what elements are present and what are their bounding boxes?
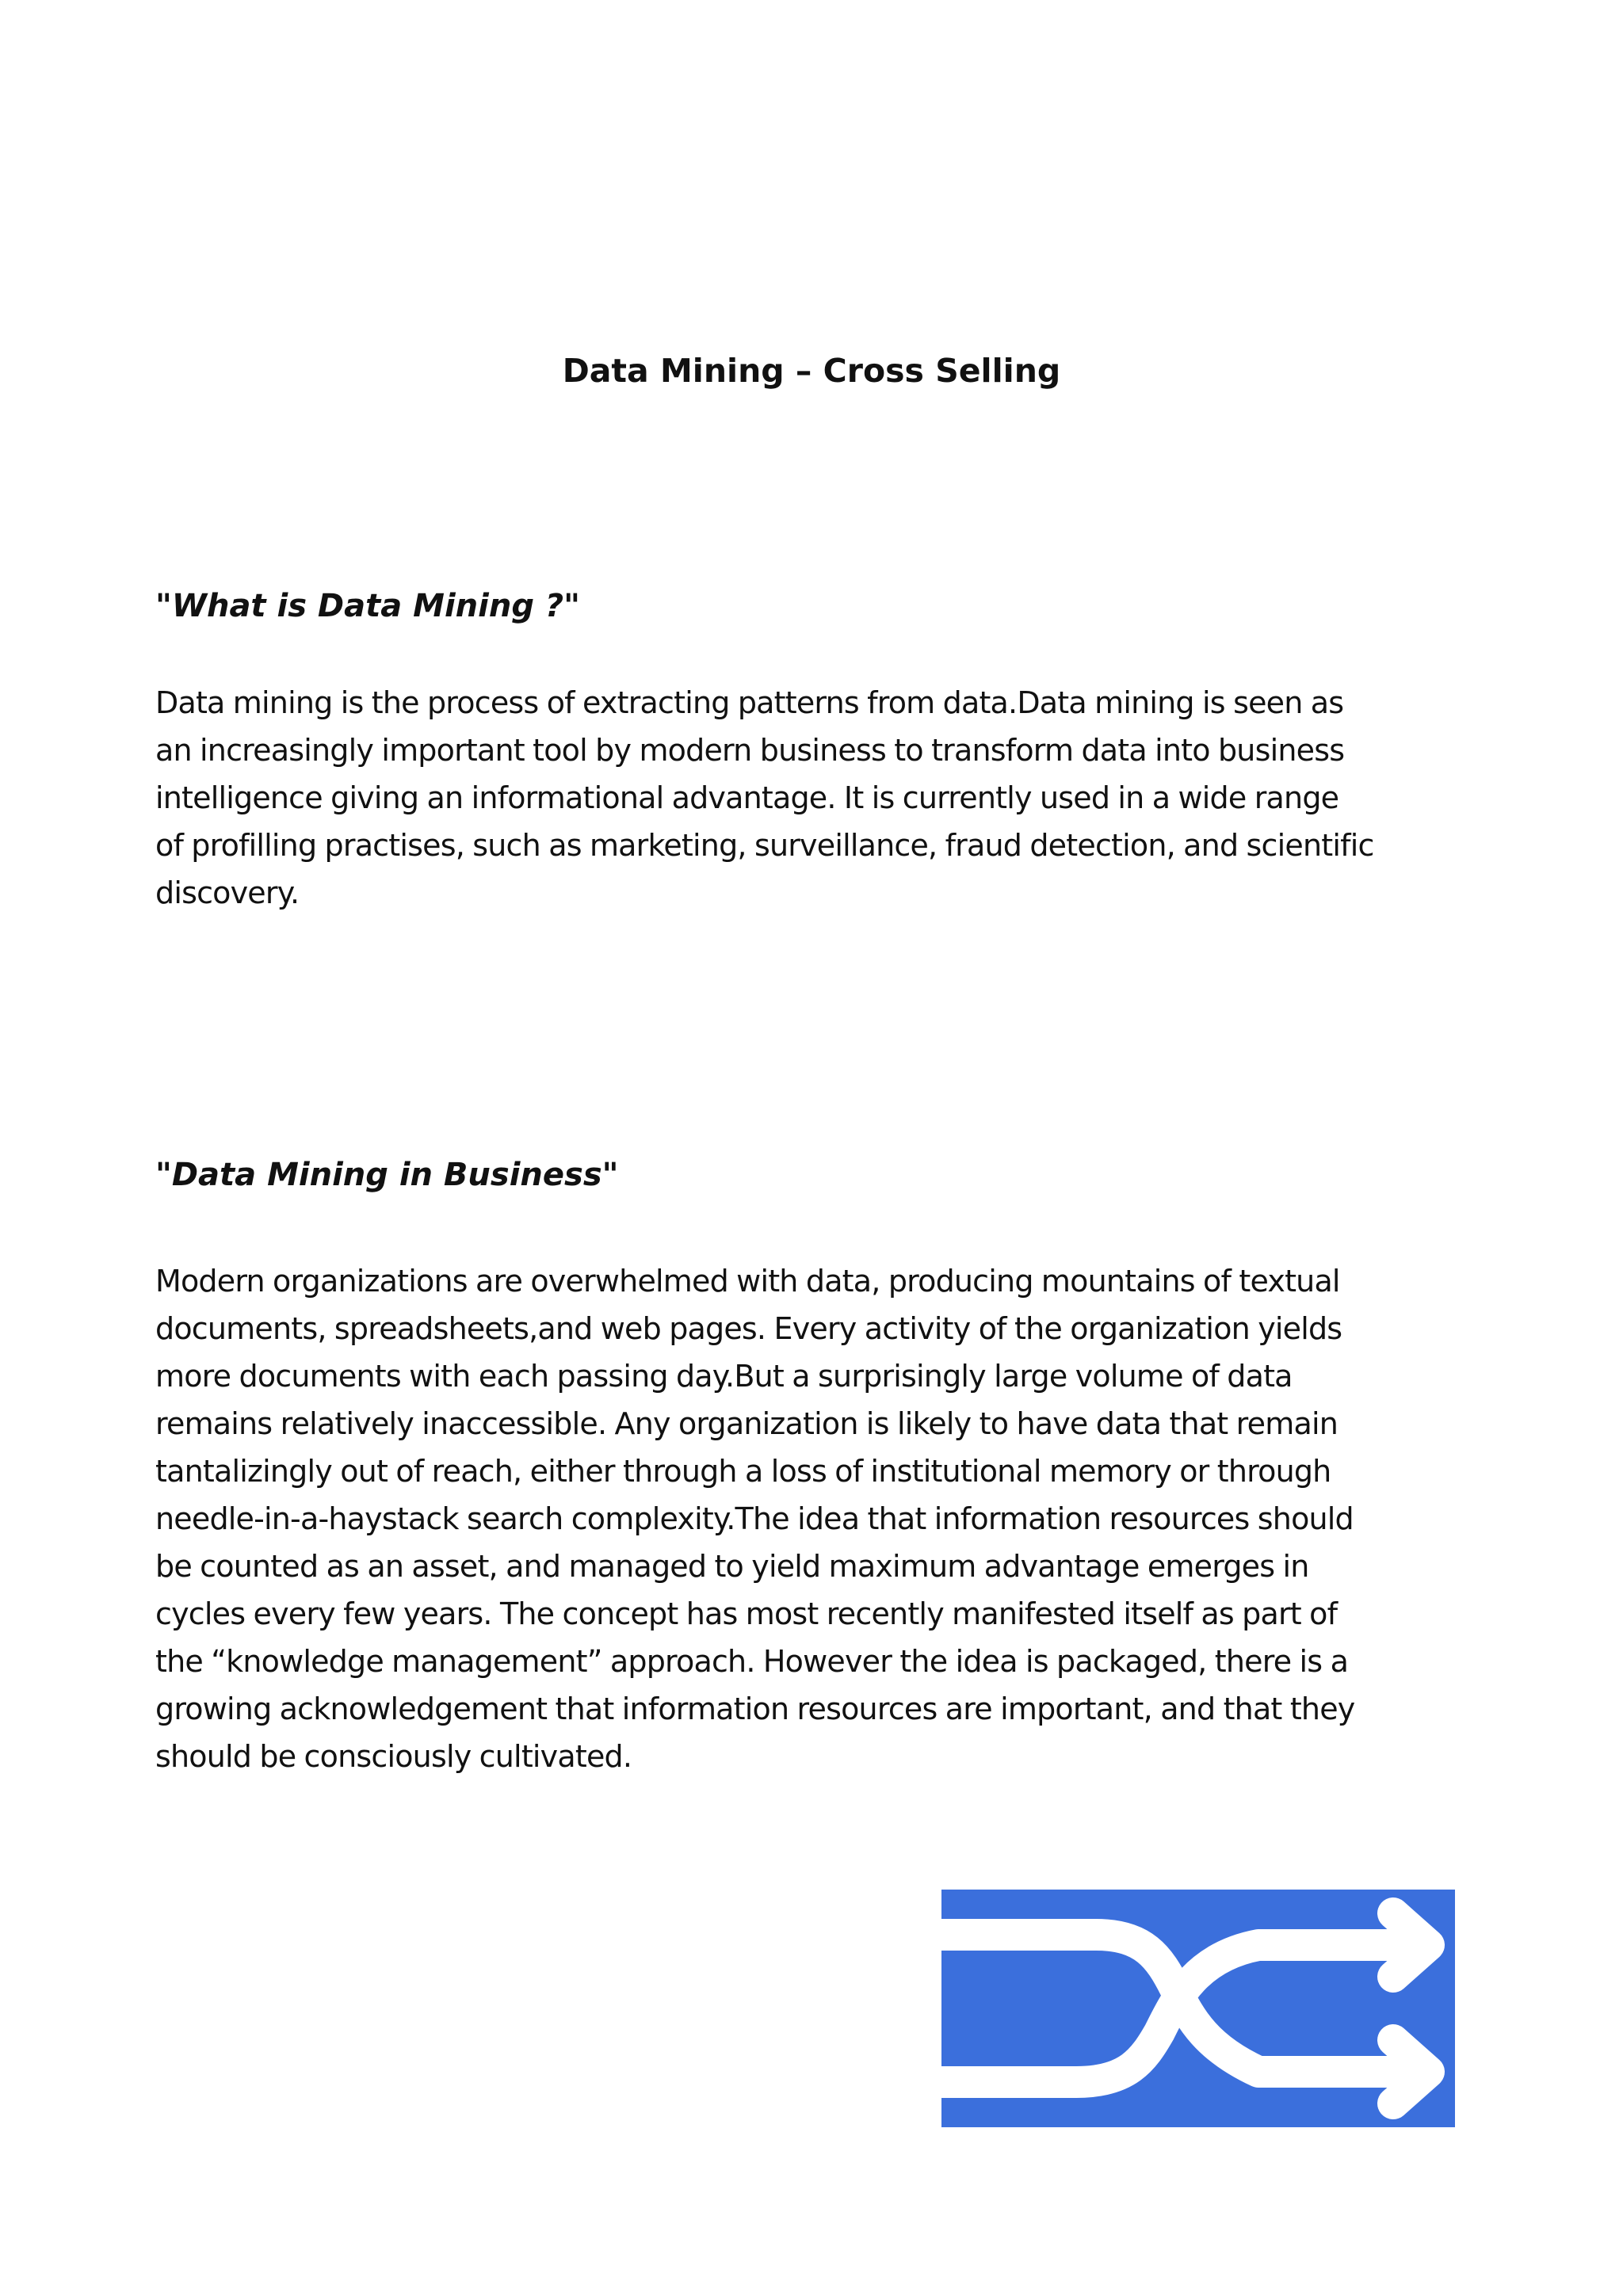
- paragraph-line: growing acknowledgement that information resources are important, and that they: [155, 1691, 1355, 1726]
- paragraph-line: should be consciously cultivated.: [155, 1739, 632, 1774]
- paragraph-line: an increasingly important tool by modern business to transform data into business: [155, 733, 1345, 768]
- paragraph-line: needle-in-a-haystack search complexity.The idea that information resources should: [155, 1501, 1354, 1536]
- paragraph-line: more documents with each passing day.But a surprisingly large volume of data: [155, 1359, 1293, 1394]
- paragraph-line: documents, spreadsheets,and web pages. Every activity of the organization yields: [155, 1311, 1342, 1346]
- section-heading-what-is-data-mining: "What is Data Mining ?": [155, 588, 580, 624]
- paragraph-line: intelligence giving an informational advantage. It is currently used in a wide range: [155, 780, 1339, 815]
- section-paragraph-what-is-data-mining: [155, 679, 1503, 917]
- paragraph-line: Data mining is the process of extracting patterns from data.Data mining is seen as: [155, 685, 1344, 720]
- document-title: Data Mining – Cross Selling: [562, 352, 1061, 390]
- shuffle-arrows-icon: [941, 1890, 1455, 2127]
- section-paragraph-data-mining-in-business: [155, 1257, 1503, 1780]
- paragraph-line: be counted as an asset, and managed to yield maximum advantage emerges in: [155, 1549, 1309, 1584]
- section-heading-data-mining-in-business: "Data Mining in Business": [155, 1157, 619, 1193]
- paragraph-line: of profilling practises, such as marketing, surveillance, fraud detection, and scientific: [155, 828, 1374, 863]
- paragraph-line: tantalizingly out of reach, either through a loss of institutional memory or through: [155, 1454, 1331, 1489]
- paragraph-line: remains relatively inaccessible. Any organization is likely to have data that remain: [155, 1406, 1338, 1441]
- paragraph-line: the “knowledge management” approach. However the idea is packaged, there is a: [155, 1644, 1349, 1679]
- paragraph-line: Modern organizations are overwhelmed with data, producing mountains of textual: [155, 1264, 1340, 1299]
- paragraph-line: cycles every few years. The concept has most recently manifested itself as part of: [155, 1596, 1338, 1631]
- paragraph-line: discovery.: [155, 875, 300, 910]
